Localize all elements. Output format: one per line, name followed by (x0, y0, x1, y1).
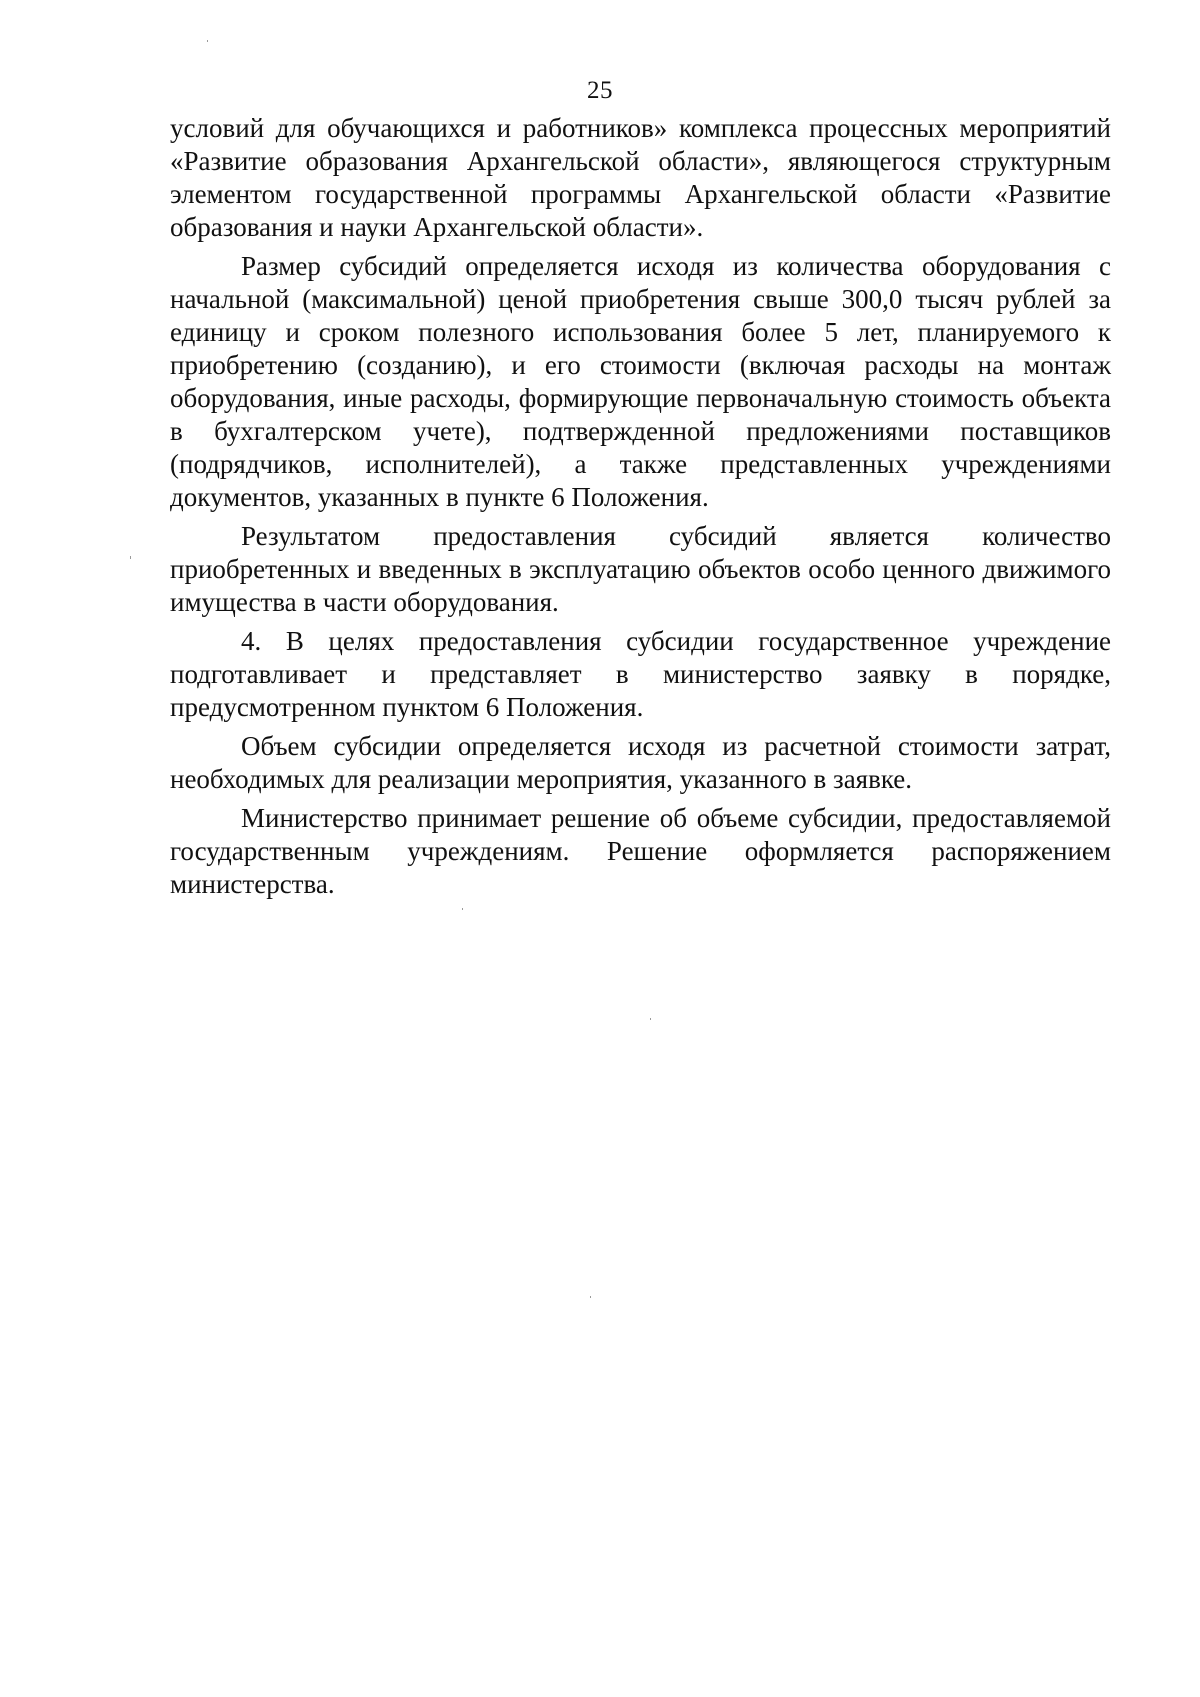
scan-speck (130, 556, 131, 559)
scan-speck (462, 908, 463, 910)
scan-speck (650, 1018, 651, 1020)
page-number: 25 (587, 77, 613, 104)
paragraph-item-4: 4. В целях предоставления субсидии государственное учреждение подготавливает и представляет в министерство заявку в порядке, предусмотренном пунктом 6 Положения. (170, 626, 1111, 722)
paragraph-continuation: условий для обучающихся и работников» комплекса процессных мероприятий «Развитие образования Архангельской области», являющегося структурным элементом государственной программы Архангельской области «Развитие образования и науки Архангельской области». (170, 113, 1111, 242)
paragraph-ministry-decision: Министерство принимает решение об объеме субсидии, предоставляемой государственным учреждениям. Решение оформляется распоряжением министерства. (170, 803, 1111, 899)
scan-speck (590, 1296, 591, 1298)
paragraph-subsidy-volume: Объем субсидии определяется исходя из расчетной стоимости затрат, необходимых для реализации мероприятия, указанного в заявке. (170, 731, 1111, 794)
paragraph-subsidy-result: Результатом предоставления субсидий является количество приобретенных и введенных в эксплуатацию объектов особо ценного движимого имущества в части оборудования. (170, 521, 1111, 617)
document-body (170, 112, 1111, 907)
paragraph-subsidy-size: Размер субсидий определяется исходя из количества оборудования с начальной (максимальной) ценой приобретения свыше 300,0 тысяч рублей за единицу и сроком полезного использования более 5 лет, планируемого к приобретению (созданию), и его стоимости (включая расходы на монтаж оборудования, иные расходы, формирующие первоначальную стоимость объекта в бухгалтерском учете), подтвержденной предложениями поставщиков (подрядчиков, исполнителей), а также представленных учреждениями документов, указанных в пункте 6 Положения. (170, 251, 1111, 512)
scan-speck (207, 40, 208, 42)
